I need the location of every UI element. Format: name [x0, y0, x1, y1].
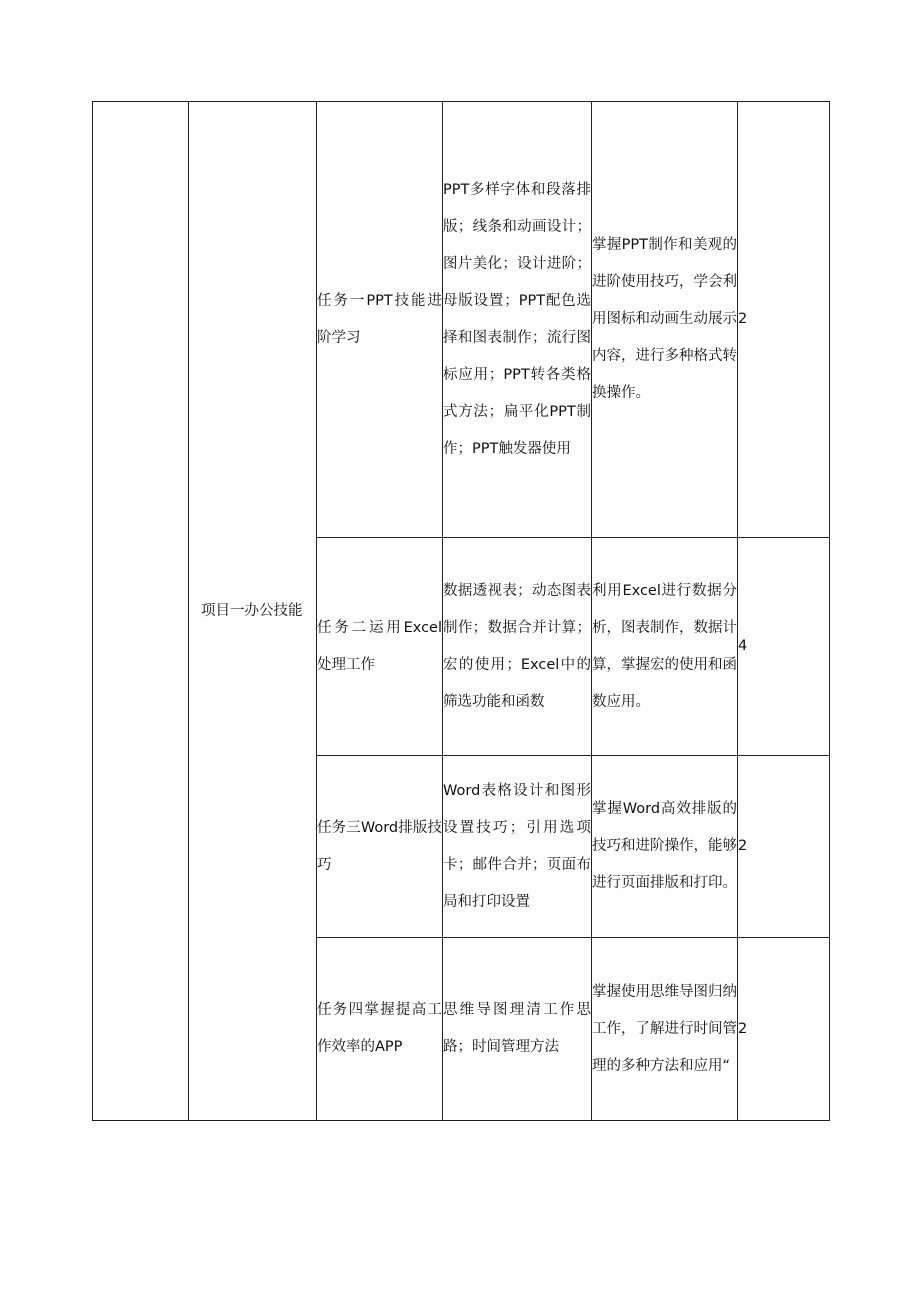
task-goal: 利用Excel进行数据分析，图表制作，数据计算，掌握宏的使用和函数应用。 [592, 582, 737, 710]
task-goal: 掌握使用思维导图归纳工作，了解进行时间管理的多种方法和应用“ [592, 983, 737, 1074]
goal-cell [592, 938, 738, 1121]
task-content: 思维导图理清工作思路；时间管理方法 [443, 1002, 591, 1055]
task-hours: 2 [738, 838, 748, 854]
hours-cell [738, 938, 830, 1121]
content-cell [443, 938, 592, 1121]
task-name: 任务三Word排版技巧 [317, 819, 442, 873]
task-cell [317, 938, 443, 1121]
task-cell [317, 756, 443, 938]
task-name: 任务一PPT技能进阶学习 [317, 292, 442, 346]
task-hours: 2 [738, 311, 748, 327]
table-row [93, 102, 830, 538]
task-hours: 4 [738, 638, 748, 654]
content-cell [443, 538, 592, 756]
task-content: PPT多样字体和段落排版；线条和动画设计；图片美化；设计进阶；母版设置；PPT配色选择和图表制作；流行图标应用；PPT转各类格式方法；扁平化PPT制作；PPT触发器使用 [443, 181, 591, 457]
task-goal: 掌握Word高效排版的技巧和进阶操作，能够进行页面排版和打印。 [592, 801, 737, 891]
task-hours: 2 [738, 1020, 748, 1037]
task-cell [317, 538, 443, 756]
task-name: 任务四掌握提高工作效率的APP [317, 1002, 442, 1055]
task-content: 数据透视表；动态图表制作；数据合并计算；宏的使用；Excel中的筛选功能和函数 [443, 582, 591, 710]
task-goal: 掌握PPT制作和美观的进阶使用技巧，学会利用图标和动画生动展示内容，进行多种格式转换操作。 [592, 237, 737, 401]
content-cell [443, 756, 592, 938]
project-cell [189, 102, 317, 1121]
hours-cell [738, 102, 830, 538]
task-content: Word表格设计和图形设置技巧；引用选项卡；邮件合并；页面布局和打印设置 [443, 782, 591, 910]
project-name: 项目一办公技能 [201, 602, 303, 619]
empty-index-cell [93, 102, 189, 1121]
goal-cell [592, 102, 738, 538]
hours-cell [738, 538, 830, 756]
task-name: 任务二运用Excel处理工作 [317, 619, 442, 673]
task-cell [317, 102, 443, 538]
goal-cell [592, 756, 738, 938]
goal-cell [592, 538, 738, 756]
course-table [92, 101, 830, 1121]
content-cell [443, 102, 592, 538]
hours-cell [738, 756, 830, 938]
